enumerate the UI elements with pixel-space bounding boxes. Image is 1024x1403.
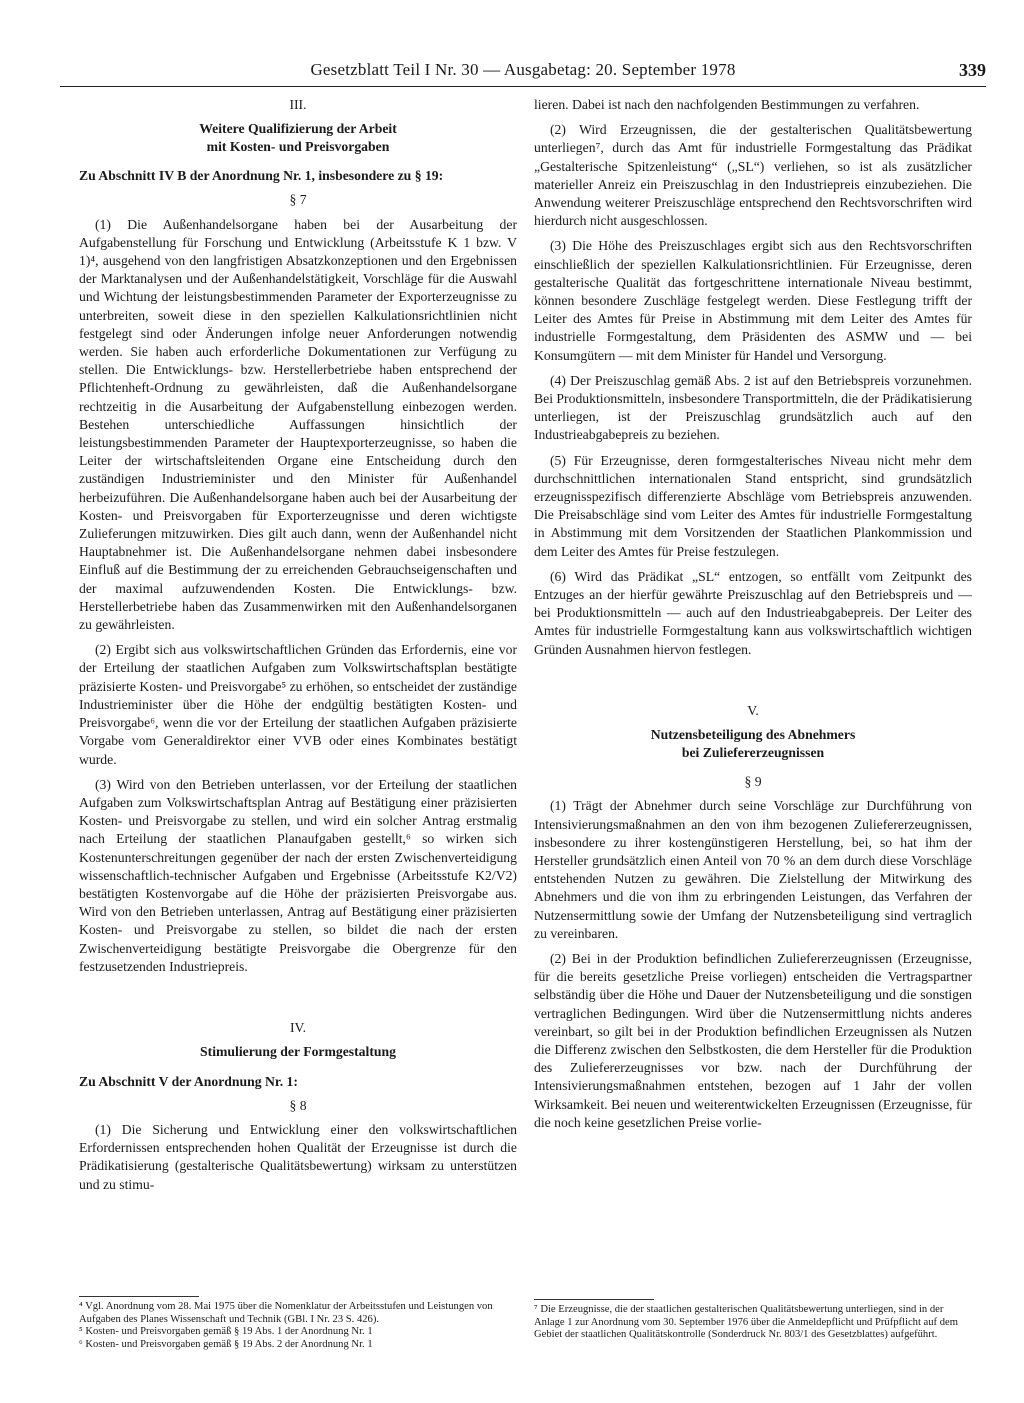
subheading-abschnitt-v: Zu Abschnitt V der Anordnung Nr. 1: xyxy=(79,1073,298,1089)
p9-clause-1: (1) Trägt der Abnehmer durch seine Vorschläge zur Durchführung von Intensivierungsmaßnahmen an den von ihm bezogenen Zuliefererzeugnissen, insbesondere zu ihrer kostengünstigeren Herstellung, bei, so hat ihm der Hersteller grundsätzlich einen Anteil von 70 % an dem durch diese Vorschläge entstehenden Nutzen zu gewähren. Die Zielstellung der Mitwirkung des Abnehmers und die von ihm zu erbringenden Leistungen, das Verfahren der Nutzensermittlung sowie der Umfang der Nutzensbeteiligung sind vertraglich zu vereinbaren. xyxy=(534,798,972,941)
footnote-rule xyxy=(534,1299,654,1300)
section-iii-numeral: III. xyxy=(289,97,307,112)
section-iii-title-line1: Weitere Qualifizierung der Arbeit xyxy=(199,121,397,137)
paragraph-8-heading: § 8 xyxy=(289,1097,307,1113)
footnote-rule xyxy=(79,1296,199,1297)
left-column xyxy=(79,96,517,1201)
section-iv-numeral: IV. xyxy=(289,1019,307,1035)
p8-clause-2: (2) Wird Erzeugnissen, die der gestalterischen Qualitätsbewertung unterliegen⁷, durch das Amt für industrielle Formgestaltung das Prädikat „Gestalterische Spitzenleistung“ („SL“) verliehen, so ist als zusätzlicher materieller Anreiz ein Preiszuschlag in den Industriepreis einzubeziehen. Die Anwendung weiterer Preiszuschläge entsprechend den Rechtsvorschriften wird hierdurch nicht ausgeschlossen. xyxy=(534,122,972,229)
p8-clause-3: (3) Die Höhe des Preiszuschlages ergibt sich aus den Rechtsvorschriften einschließlich der speziellen Kalkulationsrichtlinien. Für Erzeugnisse, deren gestalterische Qualität das fortgeschrittene internationale Niveau bestimmt, können besondere Zuschläge festgelegt werden. Diese Festlegung trifft der Leiter des Amtes für Preise in Abstimmung mit dem Leiter des Amtes für industrielle Formgestaltung, dem Präsidenten des ASMW und — bei Konsumgütern — mit dem Minister für Handel und Versorgung. xyxy=(534,238,972,363)
footnote-6: ⁶ Kosten- und Preisvorgaben gemäß § 19 Abs. 2 der Anordnung Nr. 1 xyxy=(79,1338,373,1350)
p8-clause-4: (4) Der Preiszuschlag gemäß Abs. 2 ist auf den Betriebspreis vorzunehmen. Bei Produktionsmitteln, insbesondere Transportmitteln, die der Prädikatisierung unterliegen, ist der Preiszuschlag grundsätzlich auch auf den Industrieabgabepreis zu beziehen. xyxy=(534,372,972,443)
p7-clause-2: (2) Ergibt sich aus volkswirtschaftlichen Gründen das Erfordernis, eine vor der Erteilung der staatlichen Aufgaben zum Volkswirtschaftsplan bestätigte präzisierte Kosten- und Preisvorgabe⁵ zu erhöhen, so entscheidet der zuständige Industrieminister über die Höhe der endgültig bestätigten Kosten- und Preisvorgabe⁶, wenn die vor der Erteilung der staatlichen Aufgaben präzisierte Vorgabe vom Generaldirektor einer VVB oder eines Kombinates bestätigt wurde. xyxy=(79,642,517,767)
right-footnotes xyxy=(534,1299,972,1342)
section-v-title-line2: bei Zuliefererzeugnissen xyxy=(681,744,825,760)
section-iv-title: Stimulierung der Formgestaltung xyxy=(200,1044,396,1060)
p7-clause-3: (3) Wird von den Betrieben unterlassen, vor der Erteilung der staatlichen Aufgaben zum Volkswirtschaftsplan Antrag auf Bestätigung einer präzisierten Kosten- und Preisvorgabe zu stellen, und wird ein solcher Antrag erstmalig nach Erteilung der staatlichen Planaufgaben gestellt,⁶ so wirken sich Kostenunterschreitungen gegenüber der nach der ersten Zwischenverteidigung wissenschaftlich-technischer Aufgaben und Ergebnisse (Arbeitsstufe K2/V2) bestätigten Kostenvorgabe auf die Höhe der präzisierten Preisvorgabe aus. Wird von den Betrieben unterlassen, Antrag auf Bestätigung einer präzisierten Kosten- und Preisvorgabe zu stellen, so bildet die nach der ersten Zwischenverteidigung bestätigte Preisvorgabe die Obergrenze für den festzusetzenden Industriepreis. xyxy=(79,776,517,974)
page-header xyxy=(60,60,986,87)
section-v-title-line1: Nutzensbeteiligung des Abnehmers xyxy=(650,727,856,743)
paragraph-9-heading: § 9 xyxy=(744,774,762,790)
section-iii-title xyxy=(79,120,517,155)
header-title: Gesetzblatt Teil I Nr. 30 — Ausgabetag: 20. September 1978 xyxy=(310,60,736,79)
section-v-title xyxy=(534,726,972,761)
p9-clause-2: (2) Bei in der Produktion befindlichen Zuliefererzeugnissen (Erzeugnisse, für die bereits gesetzliche Preise vorliegen) entscheiden die Vertragspartner selbständig über die Höhe und Dauer der Nutzensbeteiligung und die sonstigen vertraglichen Bedingungen. Wird über die Nutzensermittlung nichts anderes vereinbart, so gilt bei in der Produktion befindlichen Erzeugnissen als Nutzen die Differenz zwischen den Selbstkosten, die dem Hersteller für die Produktion des Zuliefererzeugnisses vor bzw. nach der Durchführung der Intensivierungsmaßnahmen entstehen, bezogen auf 1 Jahr der vollen Wirksamkeit. Bei neuen und weiterentwickelten Erzeugnissen (Erzeugnisse, für die noch keine gesetzlichen Preise vorlie- xyxy=(534,950,972,1130)
left-footnotes xyxy=(79,1296,517,1351)
footnote-5: ⁵ Kosten- und Preisvorgaben gemäß § 19 Abs. 1 der Anordnung Nr. 1 xyxy=(79,1326,373,1338)
footnote-7: ⁷ Die Erzeugnisse, die der staatlichen gestalterischen Qualitätsbewertung unterliegen, sind in der Anlage 1 zur Anordnung vom 30. September 1976 über die Anmeldepflicht und Prüfpflicht auf dem Gebiet der staatlichen Qualitätskontrolle (Sonderdruck Nr. 803/1 des Gesetzblattes) aufgeführt. xyxy=(534,1304,958,1341)
footnote-4: ⁴ Vgl. Anordnung vom 28. Mai 1975 über die Nomenklatur der Arbeitsstufen und Leistungen von Aufgaben des Planes Wissenschaft und Technik (GBl. I Nr. 23 S. 426). xyxy=(79,1301,493,1325)
p7-clause-1: (1) Die Außenhandelsorgane haben bei der Ausarbeitung der Aufgabenstellung für Forschung und Entwicklung (Arbeitsstufe K 1 bzw. V 1)⁴, ausgehend von den langfristigen Absatzkonzeptionen und den Ergebnissen der Marktanalysen und der Außenhandelstätigkeit, Vorschläge für die Auswahl und Wichtung der leistungsbestimmenden Parameter der Exporterzeugnisse zu unterbreiten, soweit diese in den speziellen Kalkulationsrichtlinien nicht festgelegt sind oder Änderungen infolge neuer Anforderungen notwendig werden. Sie haben auch erforderliche Dokumentationen zur Verfügung zu stellen. Die Entwicklungs- bzw. Herstellerbetriebe haben entsprechend der Pflichtenheft-Ordnung zu gewährleisten, daß die Außenhandelsorgane rechtzeitig in die Ausarbeitung der Aufgabenstellung einbezogen werden. Bestehen unterschiedliche Auffassungen hinsichtlich der leistungsbestimmenden Parameter der Hauptexporterzeugnisse, so haben die Leiter der wirtschaftsleitenden Organe eine Entscheidung durch den zuständigen Industrieminister und den Minister für Außenhandel herbeizuführen. Die Außenhandelsorgane haben auch bei der Ausarbeitung der Kosten- und Preisvorgaben für Exporterzeugnisse und deren wichtigste Zulieferungen mitzuwirken. Dies gilt auch dann, wenn der Außenhandel nicht Hauptabnehmer ist. Die Außenhandelsorgane nehmen dabei insbesondere Einfluß auf die Bestimmung der zu erreichenden Gebrauchseigenschaften und der maximal aufzuwendenden Kosten. Die Entwicklungs- bzw. Herstellerbetriebe haben das Zusammenwirken mit den Außenhandelsorganen zu gewährleisten. xyxy=(79,216,517,633)
page-number: 339 xyxy=(959,60,986,80)
right-column xyxy=(534,96,972,1139)
p8-clause-1-continued: lieren. Dabei ist nach den nachfolgenden Bestimmungen zu verfahren. xyxy=(534,97,920,112)
subheading-abschnitt-ivb: Zu Abschnitt IV B der Anordnung Nr. 1, insbesondere zu § 19: xyxy=(79,168,444,184)
paragraph-7-heading: § 7 xyxy=(289,192,307,208)
section-v-numeral: V. xyxy=(747,702,759,718)
p8-clause-1: (1) Die Sicherung und Entwicklung einer den volkswirtschaftlichen Erfordernissen entsprechenden hohen Qualität der Erzeugnisse ist durch die Prädikatisierung (gestalterische Qualitätsbewertung) wirksam zu unterstützen und zu stimu- xyxy=(79,1122,517,1192)
p8-clause-6: (6) Wird das Prädikat „SL“ entzogen, so entfällt vom Zeitpunkt des Entzuges an der hierfür gewährte Preiszuschlag auf den Betriebspreis und — bei Produktionsmitteln — auch auf den Industrieabgabepreis. Der Leiter des Amtes für industrielle Formgestaltung kann aus volkswirtschaftlich wichtigen Gründen Ausnahmen hiervon festlegen. xyxy=(534,568,972,657)
section-iii-title-line2: mit Kosten- und Preisvorgaben xyxy=(206,138,390,154)
p8-clause-5: (5) Für Erzeugnisse, deren formgestalterisches Niveau nicht mehr dem durchschnittlichen internationalen Stand entspricht, sind grundsätzlich erzeugnisspezifisch differenzierte Abschläge vom Betriebspreis anzuwenden. Die Preisabschläge sind vom Leiter des Amtes für industrielle Formgestaltung in Abstimmung mit dem Vorsitzenden der Staatlichen Plankommission und dem Leiter des Amtes für Preise festzulegen. xyxy=(534,452,972,559)
